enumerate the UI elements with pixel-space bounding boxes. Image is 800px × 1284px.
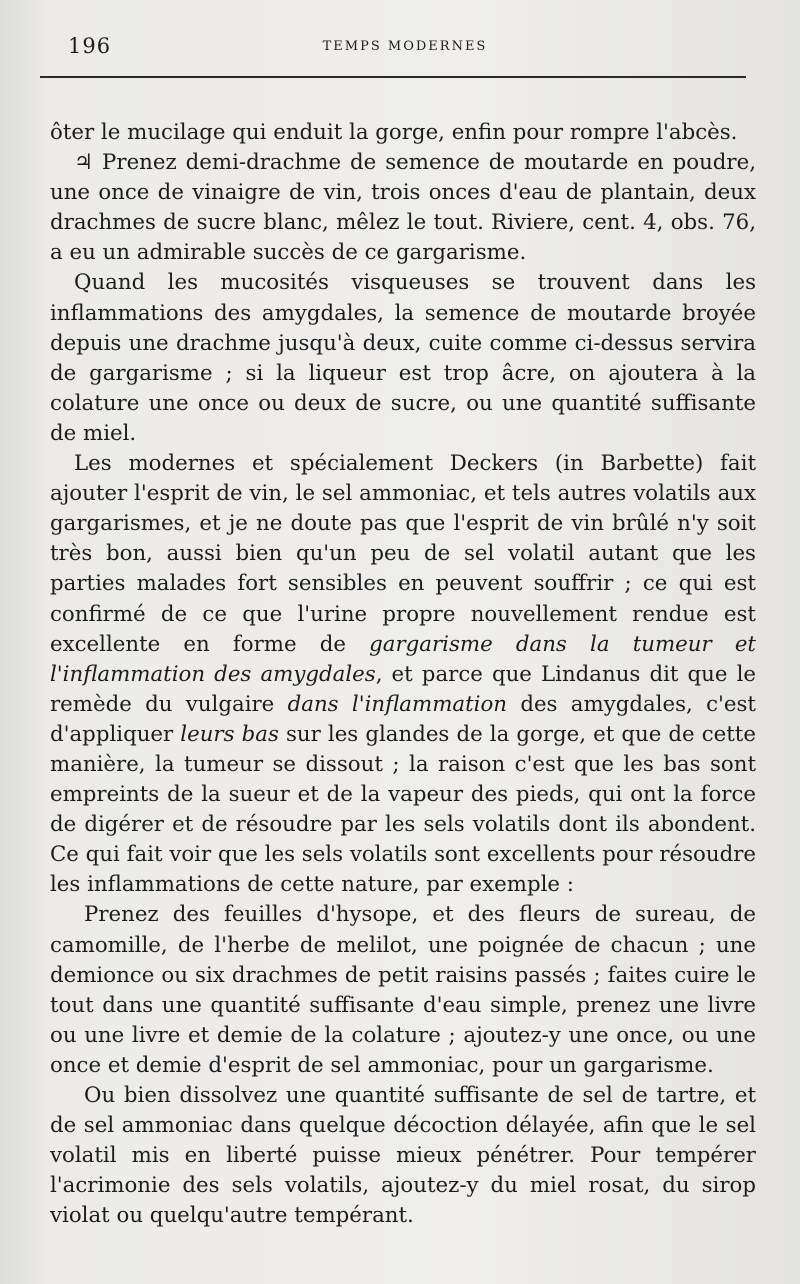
running-title: TEMPS MODERNES [322,39,488,54]
header-rule [40,76,746,78]
body-text [50,118,756,1231]
paragraph-moderns [50,449,756,900]
moderns-text-3: des amygdales, c'est d'appliquer [50,691,756,747]
moderns-italic-2: dans l'inflammation [287,691,507,717]
moderns-text-1: Les modernes et spécialement Deckers (in Barbette) fait ajouter l'esprit de vin, le sel ammoniac, et tels autres volatils aux gargarismes, et je ne doute pas que l'esprit de vin brûlé n'y soit très bon, aussi bien qu'un peu de sel volatil autant que les parties malades fort sensibles en peuvent souffrir ; ce qui est confirmé de ce que l'urine propre nouvellement rendue est excellente en forme de [50,451,756,657]
moderns-text-2: , et parce que Lindanus dit que le remède du vulgaire [50,661,757,717]
moderns-italic-1: gargarisme dans la tumeur et l'inflammation des amygdales [50,631,756,687]
paragraph-recipe-hyssop: Prenez des feuilles d'hysope, et des fleurs de sureau, de camomille, de l'herbe de melilot, une poignée de chacun ; une demionce ou six drachmes de petit raisins passés ; faites cuire le tout dans une quantité suffisante d'eau simple, prenez une livre ou une livre et demie de la colature ; ajoutez-y une once, ou une once et demie d'esprit de sel ammoniac, pour un gargarisme. [50,902,756,1078]
paragraph-mucosities: Quand les mucosités visqueuses se trouvent dans les inflammations des amygdales, la semence de moutarde broyée depuis une drachme jusqu'à deux, cuite comme ci-dessus servira de gargarisme ; si la liqueur est trop âcre, on ajoutera à la colature une once ou deux de sucre, ou une quantité suffisante de miel. [50,270,756,446]
paragraph-continuation: ôter le mucilage qui enduit la gorge, enfin pour rompre l'abcès. [50,120,738,145]
moderns-italic-3: leurs bas [180,721,279,747]
moderns-text-4: sur les glandes de la gorge, et que de cette manière, la tumeur se dissout ; la raison c'est que les bas sont empreints de la sueur et de la vapeur des pieds, qui ont la force de digérer et de résoudre par les sels volatils dont ils abondent. Ce qui fait voir que les sels volatils sont excellents pour résoudre les inflammations de cette nature, par exemple : [50,721,756,898]
page-number: 196 [68,34,112,58]
paragraph-recipe-tartar: Ou bien dissolvez une quantité suffisante de sel de tartre, et de sel ammoniac dans quelque décoction délayée, afin que le sel volatil mis en liberté puisse mieux pénétrer. Pour tempérer l'acrimonie des sels volatils, ajoutez-y du miel rosat, du sirop violat ou quelqu'autre tempérant. [50,1083,756,1229]
paragraph-recipe-mustard: ♃ Prenez demi-drachme de semence de moutarde en poudre, une once de vinaigre de vin, trois onces d'eau de plantain, deux drachmes de sucre blanc, mêlez le tout. Riviere, cent. 4, obs. 76, a eu un admirable succès de ce gargarisme. [50,150,756,266]
page-header [60,34,750,64]
